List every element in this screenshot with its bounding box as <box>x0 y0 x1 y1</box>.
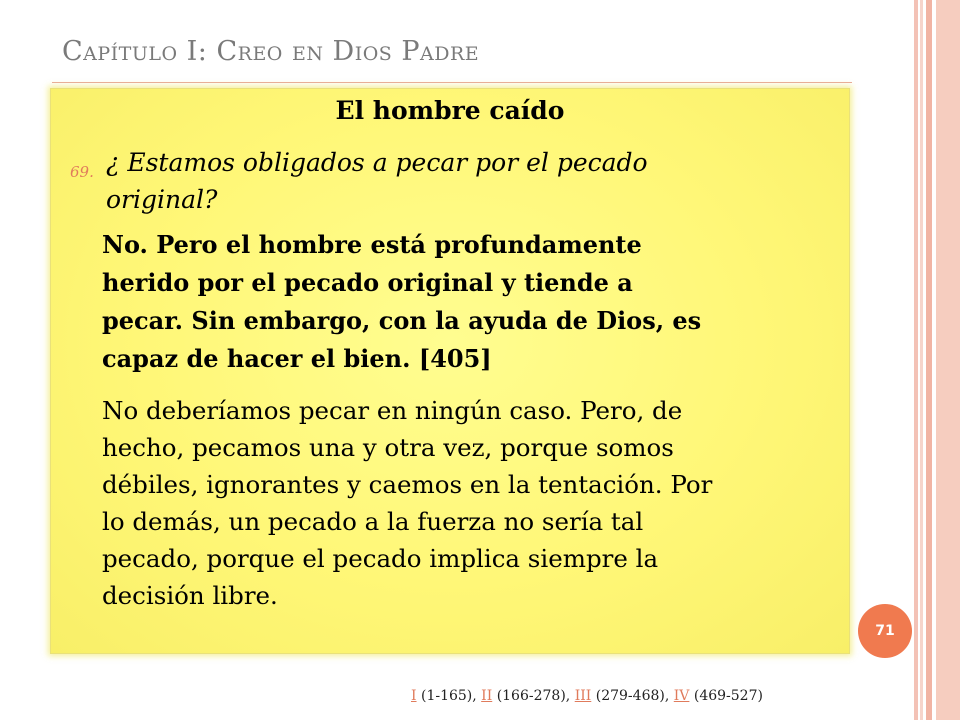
stripe <box>914 0 918 720</box>
footer-link-part-4[interactable]: IV <box>673 688 690 704</box>
footer-range: (166-278), <box>496 688 571 704</box>
answer-line: No. Pero el hombre está profundamente <box>102 230 642 259</box>
section-heading: El hombre caído <box>335 96 565 125</box>
title-divider <box>52 82 852 83</box>
explanation-line: No deberíamos pecar en ningún caso. Pero, de <box>102 396 683 425</box>
footer-range: (279-468), <box>595 688 670 704</box>
question-line: original? <box>106 185 218 214</box>
stripe <box>920 0 923 720</box>
footer-link-part-3[interactable]: III <box>574 688 592 704</box>
page-number-badge: 71 <box>858 604 912 658</box>
explanation-line: débiles, ignorantes y caemos en la tentación. Por <box>102 470 713 499</box>
explanation-line: pecado, porque el pecado implica siempre la <box>102 544 659 573</box>
question-line: ¿ Estamos obligados a pecar por el pecado <box>106 148 648 177</box>
explanation-line: hecho, pecamos una y otra vez, porque somos <box>102 433 674 462</box>
answer-line: capaz de hacer el bien. [405] <box>102 344 492 373</box>
explanation-line: lo demás, un pecado a la fuerza no sería tal <box>102 507 644 536</box>
answer-text <box>102 226 842 378</box>
slide-title: Capítulo I: Creo en Dios Padre <box>62 36 480 67</box>
decorative-stripes <box>914 0 960 720</box>
footer-range: (469-527) <box>693 688 763 704</box>
explanation-text <box>102 392 842 614</box>
footer-navigation <box>411 688 763 704</box>
explanation-line: decisión libre. <box>102 581 278 610</box>
footer-link-part-1[interactable]: I <box>411 688 417 704</box>
answer-line: pecar. Sin embargo, con la ayuda de Dios, es <box>102 306 702 335</box>
question-text <box>106 144 806 218</box>
question-number: 69. <box>70 163 94 181</box>
footer-range: (1-165), <box>420 688 477 704</box>
answer-line: herido por el pecado original y tiende a <box>102 268 633 297</box>
stripe <box>926 0 932 720</box>
footer-link-part-2[interactable]: II <box>481 688 493 704</box>
stripe <box>936 0 960 720</box>
